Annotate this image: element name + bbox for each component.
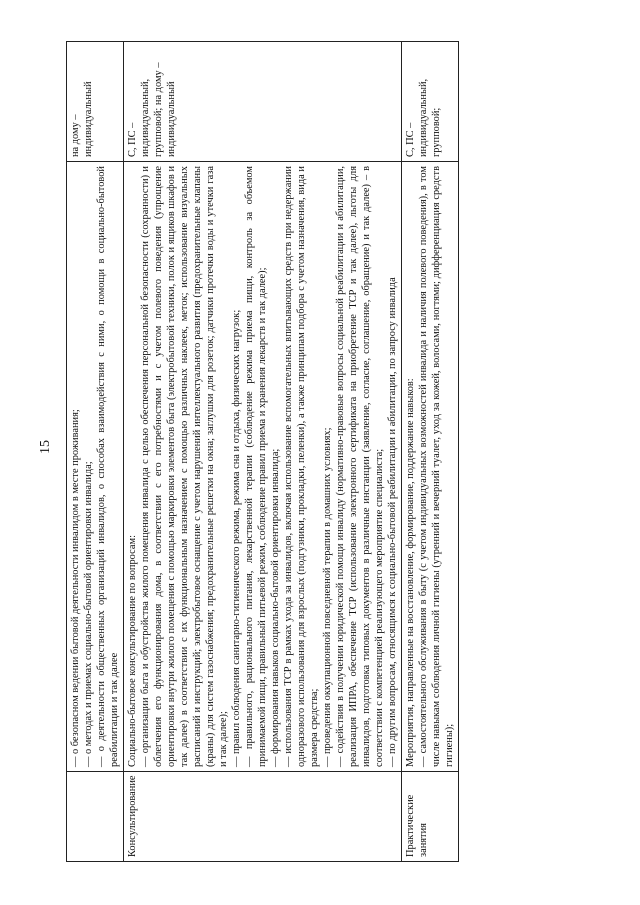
content-line: — использования ТСР в рамках ухода за инвалидов, включая использование вспомогательных впитывающих средств при недержании одноразового использования для взрослых (подгузники, прокладки, пеленки), а также принципам подбора с учетом назначения, вида и размера средства; — [283, 166, 320, 767]
content-line: — о безопасном ведении бытовой деятельности инвалидом в месте проживания; — [70, 409, 81, 767]
provision-cell: С, ПС – индивидуальный, групповой; на дому – индивидуальный — [124, 42, 402, 162]
form-cell — [67, 772, 124, 862]
content-line: — правильного, рационального питания, лекарственной терапии (соблюдение режима приема пищи, контроль за объемом принимаемой пищи, правильный питьевой режим, соблюдение правил приема и хранения лекарств и так далее); — [244, 166, 268, 767]
table-body — [67, 42, 459, 862]
rotated-page-area — [66, 42, 586, 862]
content-line: — по другим вопросам, относящимся к социально-бытовой реабилитации и абилитации, по запросу инвалида — [387, 277, 398, 767]
table-row — [124, 42, 402, 862]
table-row — [67, 42, 124, 862]
rehabilitation-table — [66, 41, 459, 862]
content-cell — [402, 162, 459, 772]
content-line: — о методах и приемах социально-бытовой ориентировки инвалида; — [83, 461, 94, 767]
content-cell — [124, 162, 402, 772]
content-line: — проведения оккупационной повседневной терапии в домашних условиях; — [322, 427, 333, 767]
provision-cell: на дому – индивидуальный — [67, 42, 124, 162]
content-line: — организации быта и обустройства жилого помещения инвалида с целью обеспечения персональной безопасности (сохранности) и облегчения его функционирования дома, в соответствии с его потребностями и с учетом полевого поведения (упрощение ориентировки внутри жилого помещения с помощью маркировки элементов быта (электробытовой техники, полок и ящиков шкафов и так далее) в соответствии с их функциональным назначением с помощью различных наклеек, меток; использование визуальных расписаний и инструкций; электробытовое оснащение с учетом нарушений интеллектуального развития (предохранительные клапаны (краны) для систем газоснабжения; предохранительные решетки на окна; заглушки для розеток; датчики протечки воды и утечки газа и так далее); — [140, 166, 229, 767]
form-cell: Консультирование — [124, 772, 402, 862]
content-line: — формирования навыков социально-бытовой ориентировки инвалида; — [270, 448, 281, 767]
content-line: Социально-бытовое консультирование по вопросам: — [127, 535, 138, 767]
provision-cell: С, ПС – индивидуальный, групповой; — [402, 42, 459, 162]
page-number: 15 — [38, 440, 53, 454]
form-cell: Практические занятия — [402, 772, 459, 862]
content-line: — содействия в получении юридической помощи инвалиду (нормативно-правовые вопросы социальной реабилитации и абилитации, реализация ИПРА, обеспечение ТСР (использование электронного сертификата на приобретение ТСР и так далее), льготы для инвалидов, подготовка типовых документов в различные инстанции (заявление, согласие, соглашение, обращение) и так далее) – в соответствии с компетенцией реализующего мероприятие специалиста; — [335, 166, 385, 767]
content-line: — правил соблюдения санитарно-гигиенического режима, режима сна и отдыха, физических нагрузок; — [231, 309, 242, 767]
content-line: — самостоятельного обслуживания в быту (с учетом индивидуальных возможностей инвалида и наличия полевого поведения), в том числе навыкам соблюдения личной гигиены (утренний и вечерний туалет, уход за кожей, волосами, ногтями; дифференциация средств гигиены); — [418, 166, 455, 767]
content-line: Мероприятия, направленные на восстановление, формирование, поддержание навыков: — [405, 378, 416, 767]
table-row — [402, 42, 459, 862]
table-wrapper — [66, 42, 586, 862]
content-cell — [67, 162, 124, 772]
content-line: — о деятельности общественных организаций инвалидов, о способах взаимодействия с ними, о помощи в социально-бытовой реабилитации и так далее — [96, 166, 120, 767]
